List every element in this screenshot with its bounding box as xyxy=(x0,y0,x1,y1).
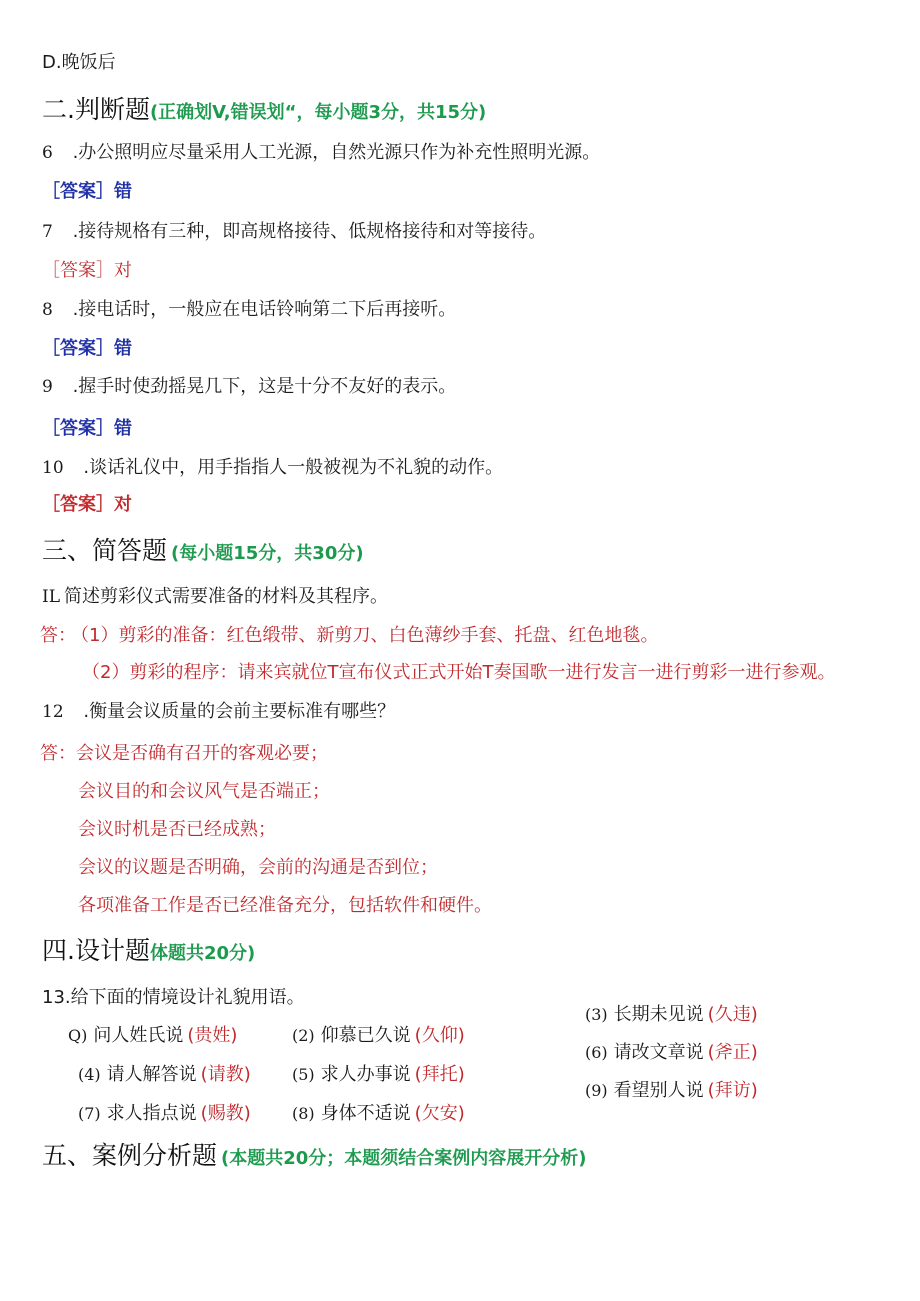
answer-label: ［答案］ xyxy=(42,418,114,439)
answer-12-line-3: 会议时机是否已经成熟； xyxy=(78,819,276,840)
item-label: 仰慕已久说 xyxy=(320,1025,411,1046)
section-2-title: 二.判断题 xyxy=(42,95,150,124)
question-number: 9 xyxy=(42,377,53,397)
item-label: 求人办事说 xyxy=(320,1064,411,1085)
section-3-title: 三、简答题 xyxy=(42,536,168,565)
answer-9 xyxy=(42,414,132,440)
answer-label: ［答案］ xyxy=(42,181,114,202)
answer-label: ［答案］ xyxy=(42,338,114,359)
item-label: 请改文章说 xyxy=(613,1042,704,1063)
question-text: .接待规格有三种，即高规格接待、低规格接待和对等接待。 xyxy=(72,221,547,242)
answer-11-line-1 xyxy=(40,621,658,647)
answer-6 xyxy=(42,177,132,203)
question-text: .办公照明应尽量采用人工光源，自然光源只作为补充性照明光源。 xyxy=(72,142,601,163)
answer-7 xyxy=(42,256,132,282)
option-d: D.晚饭后 xyxy=(42,52,116,73)
item-label: 求人指点说 xyxy=(106,1103,197,1124)
answer-12-line-4: 会议的议题是否明确，会前的沟通是否到位； xyxy=(78,857,438,878)
item-index: (7) xyxy=(78,1104,101,1123)
answer-12-line-1 xyxy=(40,739,328,765)
answer-value: 对 xyxy=(114,260,132,281)
answer-11-line-2: （2）剪彩的程序：请来宾就位T宣布仪式正式开始T奏国歌一进行发言一进行剪彩一进行参观。 xyxy=(82,662,836,683)
answer-label: ［答案］ xyxy=(42,260,114,281)
question-7 xyxy=(42,217,546,243)
item-answer: (请教) xyxy=(200,1064,251,1085)
item-answer: (贵姓) xyxy=(187,1025,238,1046)
answer-text: 会议是否确有召开的客观必要； xyxy=(76,743,328,764)
item-answer: (久违) xyxy=(707,1004,758,1025)
phrase-item-7 xyxy=(78,1099,251,1125)
section-5-heading xyxy=(42,1136,587,1172)
answer-prefix: 答： xyxy=(40,743,76,764)
item-answer: (拜托) xyxy=(414,1064,465,1085)
question-12 xyxy=(42,697,395,723)
item-index: (5) xyxy=(292,1065,315,1084)
question-text: .握手时使劲摇晃几下，这是十分不友好的表示。 xyxy=(72,376,457,397)
item-index: (6) xyxy=(585,1043,608,1062)
phrase-item-9 xyxy=(585,1076,758,1102)
question-11 xyxy=(42,582,388,608)
section-5-title: 五、案例分析题 xyxy=(42,1141,218,1170)
section-2-heading xyxy=(42,90,486,126)
item-label: 请人解答说 xyxy=(106,1064,197,1085)
answer-8 xyxy=(42,334,132,360)
item-index: (9) xyxy=(585,1081,608,1100)
question-number: 6 xyxy=(42,143,53,163)
question-text: .谈话礼仪中，用手指指人一般被视为不礼貌的动作。 xyxy=(83,457,504,478)
section-4-title: 四.设计题 xyxy=(42,936,150,965)
answer-value: 错 xyxy=(114,418,132,439)
item-index: Q) xyxy=(68,1026,88,1045)
item-index: (2) xyxy=(292,1026,315,1045)
section-4-subtitle: 体题共20分) xyxy=(149,943,256,964)
answer-value: 对 xyxy=(114,494,132,515)
item-label: 长期未见说 xyxy=(613,1004,704,1025)
question-number: 10 xyxy=(42,458,64,478)
section-2-subtitle: (正确划V,错误划“，每小题3分，共15分) xyxy=(149,102,487,123)
item-label: 看望别人说 xyxy=(613,1080,704,1101)
question-8 xyxy=(42,295,456,321)
section-4-heading xyxy=(42,931,255,967)
answer-prefix: 答： xyxy=(40,625,76,646)
question-6 xyxy=(42,138,600,164)
question-number: 7 xyxy=(42,222,53,242)
item-index: (8) xyxy=(292,1104,315,1123)
question-text: .衡量会议质量的会前主要标准有哪些？ xyxy=(83,701,396,722)
question-10 xyxy=(42,453,503,479)
answer-label: ［答案］ xyxy=(42,494,114,515)
item-index: (4) xyxy=(78,1065,101,1084)
item-label: 问人姓氏说 xyxy=(93,1025,184,1046)
item-label: 身体不适说 xyxy=(320,1103,411,1124)
phrase-item-3 xyxy=(585,1000,758,1026)
question-number: 12 xyxy=(42,702,64,722)
phrase-item-6 xyxy=(585,1038,758,1064)
question-text: 简述剪彩仪式需要准备的材料及其程序。 xyxy=(64,586,389,607)
item-answer: (拜访) xyxy=(707,1080,758,1101)
question-number: 8 xyxy=(42,300,53,320)
section-5-subtitle: (本题共20分；本题须结合案例内容展开分析) xyxy=(221,1148,587,1169)
item-answer: (赐教) xyxy=(200,1103,251,1124)
section-3-subtitle: (每小题15分，共30分) xyxy=(171,543,364,564)
answer-value: 错 xyxy=(114,338,132,359)
question-9 xyxy=(42,372,456,398)
answer-12-line-2: 会议目的和会议风气是否端正； xyxy=(78,781,330,802)
phrase-item-5 xyxy=(292,1060,465,1086)
item-index: (3) xyxy=(585,1005,608,1024)
item-answer: (斧正) xyxy=(707,1042,758,1063)
phrase-item-1 xyxy=(68,1021,237,1047)
phrase-item-8 xyxy=(292,1099,465,1125)
answer-value: 错 xyxy=(114,181,132,202)
section-3-heading xyxy=(42,531,364,567)
phrase-item-2 xyxy=(292,1021,465,1047)
answer-text: （1）剪彩的准备：红色缎带、新剪刀、白色薄纱手套、托盘、红色地毯。 xyxy=(80,625,659,646)
item-answer: (欠安) xyxy=(414,1103,465,1124)
answer-10 xyxy=(42,490,132,516)
phrase-item-4 xyxy=(78,1060,251,1086)
question-number: IL xyxy=(42,587,61,607)
question-text: .接电话时，一般应在电话铃响第二下后再接听。 xyxy=(72,299,457,320)
answer-12-line-5: 各项准备工作是否已经准备充分，包括软件和硬件。 xyxy=(78,895,492,916)
question-13: 13.给下面的情境设计礼貌用语。 xyxy=(42,987,305,1008)
item-answer: (久仰) xyxy=(414,1025,465,1046)
